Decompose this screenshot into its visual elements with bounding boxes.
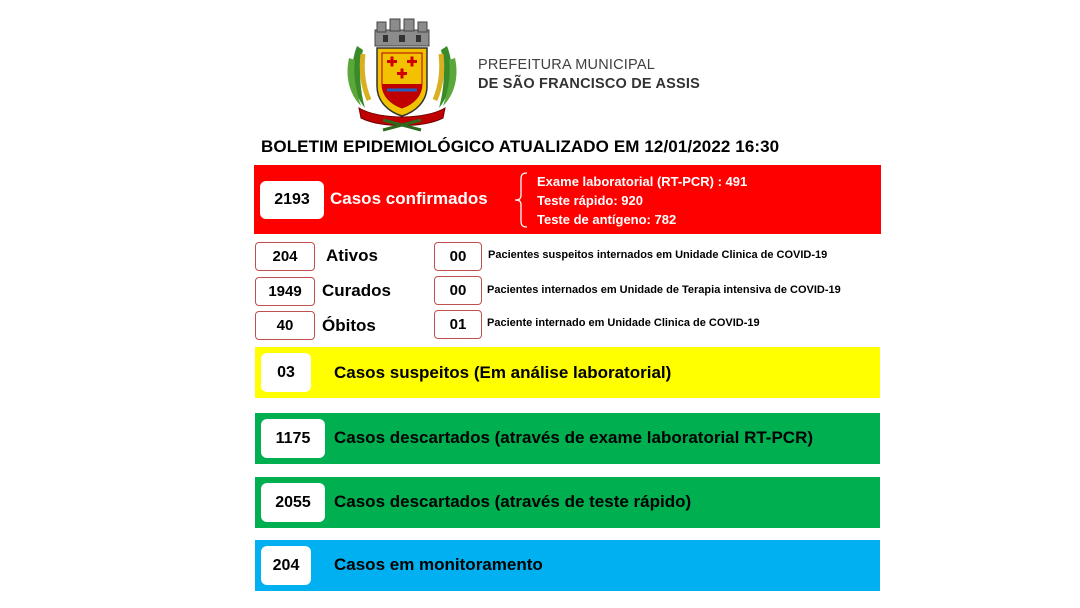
suspect-cases-band (255, 347, 880, 398)
test-rtpcr: Exame laboratorial (RT-PCR) : 491 (537, 174, 748, 189)
municipality-name (478, 56, 700, 94)
active-label: Ativos (326, 246, 378, 265)
active-count: 204 (255, 242, 315, 271)
coat-of-arms-crest (343, 16, 461, 132)
confirmed-label: Casos confirmados (330, 189, 488, 208)
recovered-label: Curados (322, 281, 391, 300)
discarded-rapid-band (255, 477, 880, 528)
recovered-count: 1949 (255, 277, 315, 306)
hospital-suspect-label: Pacientes suspeitos internados em Unidade Clinica de COVID-19 (488, 249, 828, 261)
hospital-clinic-count: 01 (434, 310, 482, 339)
monitoring-band (255, 540, 880, 591)
discarded-rtpcr-count: 1175 (261, 419, 325, 458)
suspect-count: 03 (261, 353, 311, 392)
suspect-label: Casos suspeitos (Em análise laboratorial) (334, 363, 672, 382)
deaths-label: Óbitos (322, 316, 376, 335)
confirmed-count: 2193 (260, 181, 324, 219)
monitoring-label: Casos em monitoramento (334, 555, 543, 574)
hospital-icu-label: Pacientes internados em Unidade de Terapia intensiva de COVID-19 (487, 284, 841, 296)
hospital-suspect-count: 00 (434, 242, 482, 271)
deaths-count: 40 (255, 311, 315, 340)
hospital-clinic-label: Paciente internado em Unidade Clinica de COVID-19 (487, 317, 760, 329)
discarded-rtpcr-label: Casos descartados (através de exame laboratorial RT-PCR) (334, 428, 814, 447)
org-line-2: DE SÃO FRANCISCO DE ASSIS (478, 76, 700, 92)
test-antigen: Teste de antígeno: 782 (537, 212, 677, 227)
confirmed-cases-band (254, 165, 881, 234)
org-line-1: PREFEITURA MUNICIPAL (478, 57, 655, 73)
hospital-icu-count: 00 (434, 276, 482, 305)
monitoring-count: 204 (261, 546, 311, 585)
bulletin-title: BOLETIM EPIDEMIOLÓGICO ATUALIZADO EM 12/01/2022 16:30 (261, 137, 780, 156)
discarded-rtpcr-band (255, 413, 880, 464)
brace-icon (514, 171, 528, 229)
test-breakdown (537, 172, 747, 229)
test-rapid: Teste rápido: 920 (537, 193, 643, 208)
discarded-rapid-label: Casos descartados (através de teste rápido) (334, 492, 692, 511)
discarded-rapid-count: 2055 (261, 483, 325, 522)
